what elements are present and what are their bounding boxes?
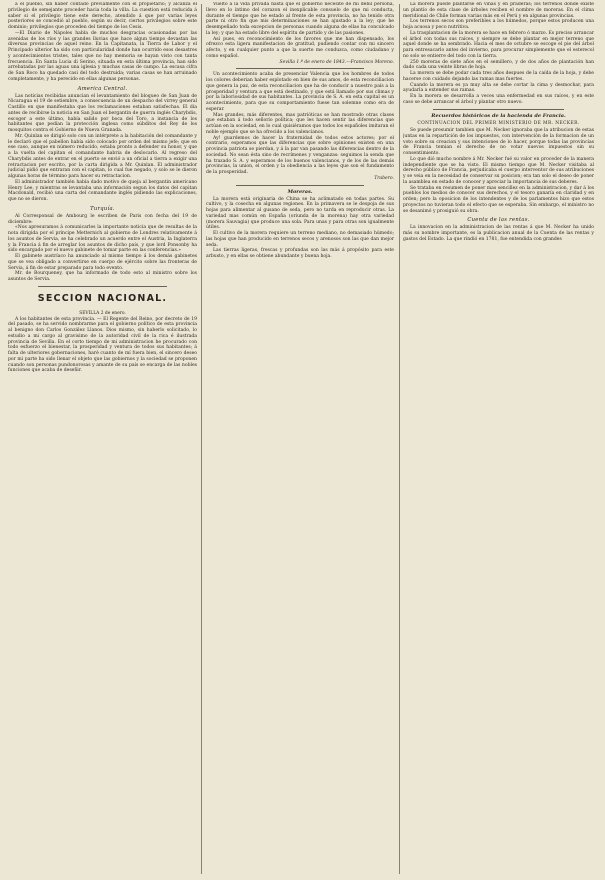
column-divider: [201, 4, 202, 874]
paragraph: La morera se debe podar cada tres años despues de la caída de la hoja, y debe hacerse con cuidado dejando las ramas mas fuertes.: [403, 71, 594, 82]
divider: [236, 185, 364, 186]
paragraph: En la morera se desarrolla a veces una enfermedad en sus raíces, y en este caso se debe arrancar el árbol y plantar otro nuevo.: [403, 94, 594, 105]
column-left: [8, 2, 197, 876]
section-nacional-heading: SECCION NACIONAL.: [37, 292, 168, 304]
paragraph: Se puede presumir tambien que M. Necker ignoraba que la atribucion de estas juntas en la repartición de los impuestos, con intervención de la formacion de un voto sobre su creacion y sus intenciones de lo hacer, porque todas las provincias de Francia temian el derecho de no votar nuevos impuestos sin su consentimiento.: [403, 128, 594, 157]
paragraph: Al Corresponsal de Ambourg le escriben de Paris con fecha del 19 de diciembre:: [8, 213, 197, 225]
paragraph: Así pues, en reconocimiento de los favores que me han dispensado, los ofrezco esta ligera manifestacion de gratitud, pudiendo contar con mi sincero afecto, y en cualquier punto a que la suerte me conduzca, como ciudadano y como español.: [206, 36, 394, 59]
column-middle: [206, 2, 394, 876]
dateline: SEVILLA 2 de enero.: [79, 310, 126, 316]
section-heading-recuerdos: Recuerdos históricos de la hacienda de Francia.: [431, 112, 566, 119]
divider: [433, 109, 564, 110]
paragraph: Vuelto a la vida privada hasta que el gobierno necesite de mi débil persona, llevo en lo íntimo del corazon el inexplicable consuelo de que mi conducta, durante el tiempo que he estado al frente de esta provincia, no ha tenido otra parte ni otro fin que mis determinaciones se han ajustado a la ley; que he desempeñado toda excepcion de personas cuando alguna de ellas ha conculcado la ley; y que ha estado libre del espíritu de partido y de las pasiones.: [206, 2, 394, 36]
section-heading-moreras: Moreras.: [287, 188, 313, 195]
divider: [236, 68, 364, 69]
paragraph: A los habitantes de esta provincia. — El Regente del Reino, por decreto de 19 del pasado, se ha servido nombrarme para el gobierno político de esta provincia al benigno don Carlos González Llanos. Dios mismo, sin haberlo solicitado, lo estudio a mi cargo al gravisimo de la autoridad civil de la rica é ilustrada provincia de Sevilla. En el corto tiempo de mi administracion he procurado con todo esfuerzo el bienestar, la prosperidad y ventura de todos sus habitantes; á falta de ulteriores gobernaciones, haré cuanto de mí fuera bien, el sincero deseo por mi parte ha sido llenar el objeto que las gobiernos y la sociedad se proponen cuando son personas pundonorosas y amante de su país se encarga de las nobles funciones que acaba de deseñir.: [8, 316, 197, 374]
paragraph: El cultivo de la morera requiere un terreno mediano, no demasiado húmedo; las hojas que han producido en terrenos secos y arenosos son las que dan mejor seda.: [206, 231, 394, 248]
paragraph: Cuando la morera es ya muy alta se debe cortar la cima y desmochar, para ayudarla a extender sus ramas.: [403, 82, 594, 94]
paragraph: —El Diario de Nápoles habla de muchos desgracias ocasionadas por las avenidas de los ríos y las grandes lluvias que hace algun tiempo devastan las diversas provincias de aquel reino. En la Capitanata, la Tierra de Labor y el Principado ulterior ha sido con particularidad donde han ocurrido esos desastres y acontecimientos tristes, tales que no hay memoria se hayan visto con tanta frecuencia. En Santa Lucia di Serino, situada en esta última provincia, han sido arrebatadas por las aguas una iglesia y muchas casas de campo. La escasa cifra de San Roco ha quedado casi del todo destruida; varias casas se han arruinado completamente, y ha perecido en ellas algunas personas.: [8, 30, 197, 82]
signature: Sevilla 1.º de enero de 1843.—Francisco Moreno.: [279, 59, 394, 65]
paragraph: El gabinete austríaco ha anunciado al mismo tiempo á los demás gabinetes que se vea obligado a convertirse en cuerpo de ejército sobre las fronteras de Servia, á fin de estar preparado para todo evento.: [8, 254, 197, 271]
paragraph: Mr. de Bourqueney, que ha informado de todo esto al ministro sobre los asuntos de Servia.: [8, 271, 197, 282]
paragraph: La morera está originaria de China se ha aclimatado en todas partes. Su cultivo, y la cosecha en algunas regiones. En la primavera se le despoja de sus hojas para alimentar al gusano de seda, pero no tarda en reproducir otras. La variedad mas común en España (oriunda de la morena) hay otra variedad (morera Sauvagia) que produce una sola. Para unas y para otras son igualmente útiles.: [206, 196, 394, 231]
paragraph: Los terrenos secos son preferibles a los húmedos, porque estos producen una hoja acuosa y poco nutritiva.: [403, 19, 594, 30]
paragraph: Mas grandes, más diferentes, mas patrióticas se han mostrado otras clases que estaban á todo señorío política; que les hacen sentir las diferencias que actúan en la sociedad, en lo cual quisiéramos que todos los españoles imitaran el noble ejemplo que se ha ofrecido a los valencianos.: [206, 112, 394, 135]
section-heading-america: America Central.: [77, 85, 128, 92]
section-heading-cuenta: Cuenta de las rentas.: [467, 217, 530, 224]
paragraph: Lo que dió mucho nombre á Mr. Necker fué su valor en proceder de la manera independiente que se ha visto. El mismo tiempo que M. Necker visitaba al derecho público de Francia, perjudicaba el cuerpo interventor de sus atribuciones y se veia en la necesidad de conservar su posicion; era tan solo el deseo de poner la asamblea en estado de conocer y apreciar la importancia de sus deberes.: [403, 156, 594, 185]
paragraph: El administrador también había dado motivo de queja al bergantin americano Henry Lee, y mientras se levantaba una información segun los datos del capitan Macdonald, recibió una carta del comandante inglés pidiendo las explicaciones, que no se dieron.: [8, 179, 197, 202]
paragraph: 250 moreras de siete años en el semillero, y de dos años de plantación han dado cada una veinte libras de hoja.: [403, 59, 594, 71]
column-right: [403, 2, 594, 876]
paragraph: Se trataba en resumen de poner mas sencillez en la administracion, y dar á los pueblos los medios de conocer sus derechos, y el tesoro ganaría en claridad y en orden; pero la oposicion de los intendentes y de los parlamentos hizo que estos proyectos no tuvieran todo el efecto que se esperaba. Sin embargo, el ministro no se desanimó y prosiguió su obra.: [403, 185, 594, 214]
signature: Trabero.: [374, 175, 394, 181]
paragraph: La trasplantacion de la morera se hace en febrero ó marzo. Es preciso arrancar el árbol con todas sus raíces, y siempre se debe plantar en mejor terreno que aquel donde se ha sembrado. Hacia el mes de octubre se escoge el pie del árbol para entresacarlo antes del invierno, para procurar simplemente que el esterecol no solo se entierre del todo con la tierra.: [403, 30, 594, 59]
paragraph: La innovacion en la administracion de las rentas á que M. Necker ha unido más su nombre importante, es la publicacion anual de la Cuenta de las rentas y gastos del Estado. La que rindió en 1781, fue entendida con grandes: [403, 225, 594, 242]
subheading-continuacion: CONTINUACION DEL PRIMER MINISTERIO DE MR. NECKER.: [417, 120, 580, 126]
paragraph: Las noticias recibidas anuncian el levantamiento del bloqueo de San Juan de Nicaragua el 19 de setiembre, a consecuencia de un despacho del virrey general Castillo en que manifestaba que los reclamaciones estaban satisfechas. El día antes de recibirse la noticia en San Juan el bergantin de guerra inglés Charybdis, escoger a este último, había salido por boca del Toro, a instancia de los habitantes que pedían la protección inglesa como súbditos del Rey de los mosquitos contra el Gobierno de Nueva Granada.: [8, 93, 197, 133]
paragraph: Ay! guardemos de hacer la fraternidad de todos estos actores; por el contrario, esperamos que las diferencias que sobre opiniones existen en una provincia patriota se pierdan, y á la par van pasando las diferencias dentro de la sociedad. No sean ésta sino de recrímenes y venganzas: seguimos la senda que ha trazado S. A. y esperamos de los buenos valencianos, y de los de las demás provincias, la union, el orden y la obediencia a las leyes que son el fundamento de la prosperidad.: [206, 135, 394, 175]
column-divider: [399, 4, 400, 874]
section-heading-turquia: Turquía.: [90, 205, 115, 212]
paragraph: Las tierras ligeras, frescas y profundas son las más á propósito para este arbusto, y en ellas se obtiene abundante y buena hoja.: [206, 248, 394, 259]
divider: [38, 286, 167, 287]
paragraph: Mr. Quinlan se dirigió solo con un intérprete a la habitación del comandante y le declaró que el pabellon había sido colocado por orden del mismo jefe; que en ese caso, aunque en número reducido, estaba pronto a defender su honor, y que a la vuelta del capitan el comandante habria de deslocarlo. Al regreso del Charybdis antes de entrar en el puerto se envió a un oficial a tierra a exigir una retractacion por escrito, por la carta dirigida a Mr. Quinlan. El administrador judicial pidió que entraran con el capitan, lo cual fue negado, y solo se le dieron algunas horas de término para hacer su retractacion.: [8, 133, 197, 179]
paragraph: «Nos apresuramos á comunicarles la importante noticia que de resultas de la nota dirigida por el príncipe Metternich al gobierno de Londres relativamente á los asuntos de Servia, se ha celebrado un acuerdo entre el Austria, la Inglaterra y la Francia á fin de arreglar los asuntos de dicho país, y que lord Ponsonby ha sido encargado por el nuevo gabinete de tomar parte en las conferencias.»: [8, 225, 197, 254]
paragraph: La morera puede plantarse en viñas y en praderas; los terrenos donde existe un plantío de esta clase de árboles reciben el nombre de moreras. En el clima meridional de Chile forman varias más en el Perú y en algunas provincias.: [403, 2, 594, 19]
paragraph: Un acontecimiento acaba de presenciar Valencia que los hombres de todos los colores deberian haber esplotado en bien de sus amos, de esta reconciliacion que genera la paz, de esta reconciliacion que ha de conducir a nuestro país a la prosperidad y ventura a que está destinado, y que está llamado por sus climas y por la laboriosidad de sus habitantes. La provincia de S. A. en esta capital es un acontecimiento, para que su comportamiento fuese tan solemne como era de esperar.: [206, 72, 394, 112]
paragraph: á él pueblo, sin haber contado previamente con el propietario; y alcanza el privilegio de semejante proceder hacia toda la villa. La cuestion está reducida á saber si el privilegio tiene este derecho, atendido á que por varias leyes posteriores se concedió al pueblo, según su decir, ciertos privilegios sobre este dominio; privilegios que proceden del tiempo de los Cesis.: [8, 2, 197, 30]
